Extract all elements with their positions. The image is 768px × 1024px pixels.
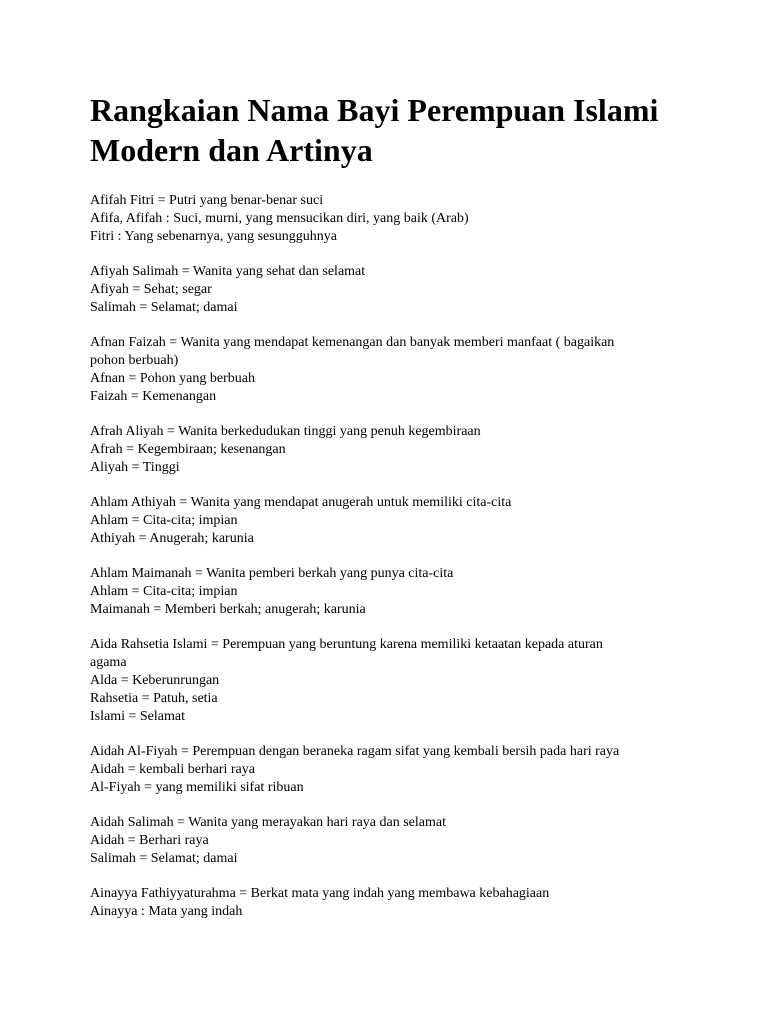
- name-entry-heading: Afifah Fitri = Putri yang benar-benar suci: [90, 193, 324, 208]
- name-entry: [90, 565, 690, 619]
- name-entry-line: Afifa, Afifah : Suci, murni, yang mensucikan diri, yang baik (Arab): [90, 211, 469, 226]
- name-entry-heading: Ahlam Athiyah = Wanita yang mendapat anugerah untuk memiliki cita-cita: [90, 495, 512, 510]
- name-entry-line: Ahlam = Cita-cita; impian: [90, 584, 238, 599]
- name-entry: [90, 494, 690, 548]
- name-entry: [90, 814, 690, 868]
- name-entry: [90, 192, 690, 246]
- title-line-2: Modern dan Artinya: [90, 132, 373, 168]
- name-entry-line: Athiyah = Anugerah; karunia: [90, 531, 254, 546]
- title-line-1: Rangkaian Nama Bayi Perempuan Islami: [90, 92, 659, 128]
- name-entry-line: Islami = Selamat: [90, 709, 185, 724]
- name-entry-line: agama: [90, 655, 127, 670]
- name-entry: [90, 423, 690, 477]
- name-entry-line: Aidah = Berhari raya: [90, 833, 209, 848]
- name-entry-heading: Aida Rahsetia Islami = Perempuan yang beruntung karena memiliki ketaatan kepada aturan: [90, 637, 603, 652]
- name-entry: [90, 885, 690, 921]
- name-entry-heading: Aidah Salimah = Wanita yang merayakan hari raya dan selamat: [90, 815, 446, 830]
- name-entry-line: Aidah = kembali berhari raya: [90, 762, 255, 777]
- document-page: [90, 90, 690, 938]
- name-entry-heading: Afrah Aliyah = Wanita berkedudukan tinggi yang penuh kegembiraan: [90, 424, 481, 439]
- name-entry: [90, 636, 690, 726]
- name-entry-line: Salimah = Selamat; damai: [90, 300, 238, 315]
- name-entry-line: Afnan = Pohon yang berbuah: [90, 371, 255, 386]
- name-entry-line: Afiyah = Sehat; segar: [90, 282, 212, 297]
- name-entry: [90, 334, 690, 406]
- name-entry-line: Aliyah = Tinggi: [90, 460, 180, 475]
- name-entry-line: Fitri : Yang sebenarnya, yang sesungguhnya: [90, 229, 337, 244]
- name-entry-line: pohon berbuah): [90, 353, 179, 368]
- name-entry: [90, 263, 690, 317]
- name-entry-line: Al-Fiyah = yang memiliki sifat ribuan: [90, 780, 304, 795]
- name-entry: [90, 743, 690, 797]
- name-entry-heading: Ahlam Maimanah = Wanita pemberi berkah yang punya cita-cita: [90, 566, 454, 581]
- name-entry-line: Afrah = Kegembiraan; kesenangan: [90, 442, 286, 457]
- name-entry-line: Rahsetia = Patuh, setia: [90, 691, 218, 706]
- name-entry-line: Faizah = Kemenangan: [90, 389, 217, 404]
- name-entry-line: Salimah = Selamat; damai: [90, 851, 238, 866]
- name-entry-line: Alda = Keberunrungan: [90, 673, 220, 688]
- name-entry-heading: Ainayya Fathiyyaturahma = Berkat mata yang indah yang membawa kebahagiaan: [90, 886, 550, 901]
- document-title: [90, 90, 690, 170]
- name-entry-heading: Aidah Al-Fiyah = Perempuan dengan beraneka ragam sifat yang kembali bersih pada hari raya: [90, 744, 620, 759]
- name-entry-line: Maimanah = Memberi berkah; anugerah; karunia: [90, 602, 366, 617]
- name-entry-line: Ainayya : Mata yang indah: [90, 904, 243, 919]
- name-entry-line: Ahlam = Cita-cita; impian: [90, 513, 238, 528]
- name-entry-heading: Afnan Faizah = Wanita yang mendapat kemenangan dan banyak memberi manfaat ( bagaikan: [90, 335, 615, 350]
- name-entry-heading: Afiyah Salimah = Wanita yang sehat dan selamat: [90, 264, 366, 279]
- name-entries-list: [90, 192, 690, 921]
